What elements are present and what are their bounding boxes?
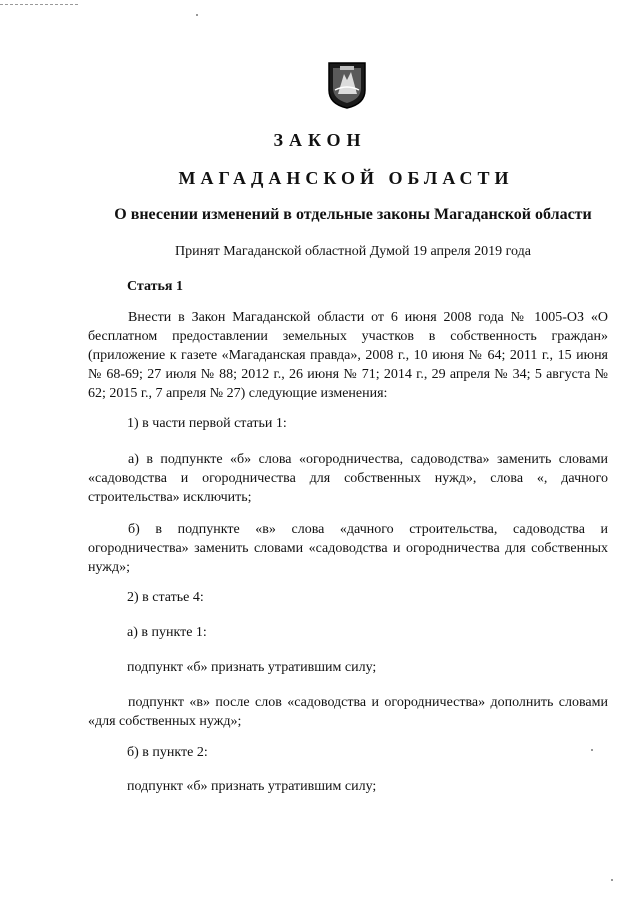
article-intro: Внести в Закон Магаданской области от 6 июня 2008 года № 1005-ОЗ «О бесплатном предоставлении земельных участков в собственность граждан» (приложение к газете «Магаданская правда», 2008 г., 10 июня № 64; 2011 г., 15 июня № 68-69; 27 июля № 88; 2012 г., 26 июня № 71; 2014 г., 29 апреля № 34; 5 августа № 62; 2015 г., 7 апреля № 27) следующие изменения: (88, 310, 608, 401)
item-1: 1) в части первой статьи 1: (127, 416, 287, 431)
law-subject: О внесении изменений в отдельные законы Магаданской области (114, 206, 592, 223)
coat-of-arms-icon (326, 60, 368, 110)
item-2b: б) в пункте 2: (127, 745, 208, 760)
law-heading: ЗАКОН (273, 130, 367, 150)
article-heading: Статья 1 (127, 279, 183, 294)
adoption-line: Принят Магаданской областной Думой 19 апреля 2019 года (175, 244, 531, 259)
item-2a-sub-v: подпункт «в» после слов «садоводства и огородничества» дополнить словами «для собственных нужд»; (88, 695, 608, 729)
item-2a: а) в пункте 1: (127, 625, 207, 640)
scan-mark (0, 4, 78, 6)
item-1a: а) в подпункте «б» слова «огородничества, садоводства» заменить словами «садоводства и огородничества для собственных нужд», слова «, дачного строительства» исключить; (88, 452, 608, 505)
item-2b-sub-b: подпункт «б» признать утратившим силу; (127, 779, 377, 794)
scan-speck (611, 879, 613, 881)
item-2a-sub-b: подпункт «б» признать утратившим силу; (127, 660, 377, 675)
item-1b: б) в подпункте «в» слова «дачного строительства, садоводства и огородничества» заменить словами «садоводства и огородничества для собственных нужд»; (88, 522, 608, 575)
region-heading: МАГАДАНСКОЙ ОБЛАСТИ (178, 168, 514, 188)
scan-speck (591, 749, 593, 751)
item-2: 2) в статье 4: (127, 590, 204, 605)
scan-speck (196, 14, 198, 16)
